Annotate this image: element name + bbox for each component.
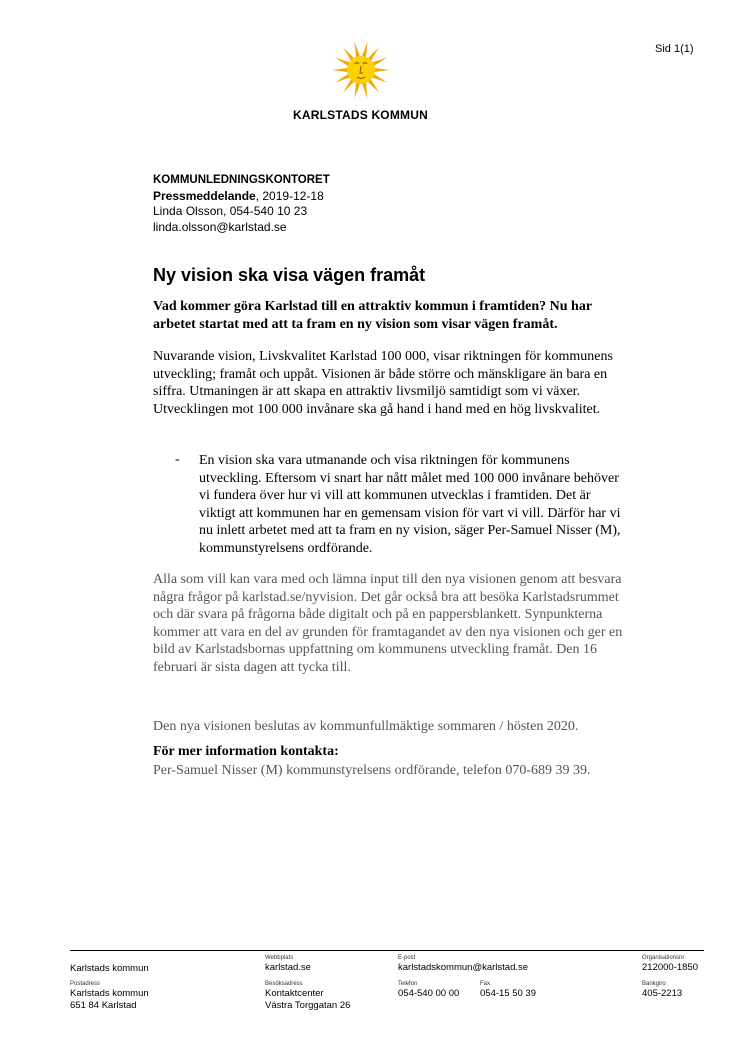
paragraph-1: Nuvarande vision, Livskvalitet Karlstad 100 000, visar riktningen för kommunens utveckling; framåt och uppåt. Visionen är både större och mänskligare än bara en siffra. Utmaningen är att skapa en attraktiv livsmiljö samtidigt som vi växer. Utvecklingen mot 100 000 invånare ska gå hand i hand med en hög livskvalitet. (153, 349, 613, 417)
lead-paragraph: Vad kommer göra Karlstad till en attraktiv kommun i framtiden? Nu har arbetet startat med att ta fram en ny vision som visar vägen framåt. (153, 299, 592, 332)
footer-fax: Fax 054-15 50 39 (480, 981, 536, 999)
contact-email: linda.olsson@karlstad.se (153, 219, 287, 234)
footer-postal: Postadress Karlstads kommun 651 84 Karlstad (70, 981, 149, 1011)
page-number: Sid 1(1) (655, 43, 694, 55)
footer-name: Karlstads kommun (70, 963, 149, 974)
headline: Ny vision ska visa vägen framåt (153, 265, 426, 285)
paragraph-3: Den nya visionen beslutas av kommunfullmäktige sommaren / hösten 2020. (153, 719, 579, 734)
contact-text: Per-Samuel Nisser (M) kommunstyrelsens ordförande, telefon 070-689 39 39. (153, 763, 591, 778)
quote-paragraph: En vision ska vara utmanande och visa riktningen för kommunens utveckling. Eftersom vi snart har nått målet med 100 000 invånare behöver vi fundera över hur vi vill att kommunen utvecklas i framtiden. Det är viktigt att kommunen har en gemensam vision för vart vi vill. Därför har vi nu inlett arbetet med att ta fram en ny vision, säger Per-Samuel Nisser (M), kommunstyrelsens ordförande. (199, 453, 621, 556)
contact-line: Linda Olsson, 054-540 10 23 (153, 204, 308, 218)
footer-visit: Besöksadress Kontaktcenter Västra Torggatan 26 (265, 981, 351, 1011)
sender-block (153, 173, 330, 235)
doc-date: , 2019-12-18 (255, 188, 324, 203)
sun-logo-icon (331, 40, 391, 100)
department: KOMMUNLEDNINGSKONTORET (153, 174, 330, 186)
contact-heading: För mer information kontakta: (153, 744, 339, 759)
footer-email: E-post karlstadskommun@karlstad.se (398, 955, 529, 973)
paragraph-2: Alla som vill kan vara med och lämna input till den nya visionen genom att besvara några frågor på karlstad.se/nyvision. Det går också bra att besöka Karlstadsrummet och där svara på frågorna både digitalt och på en pappersblankett. Synpunkterna kommer att vara en del av grunden för framtagandet av den nya visionen och ger en bild av Karlstadsbornas uppfattning om kommunens utveckling framåt. Den 16 februari är sista dagen att tycka till. (153, 572, 623, 675)
org-name: KARLSTADS KOMMUN (293, 108, 428, 122)
quote-bullet: - (175, 452, 180, 467)
doc-type: Pressmeddelande (153, 188, 256, 203)
footer-divider (70, 950, 704, 951)
footer-phone: Telefon 054-540 00 00 (398, 981, 460, 999)
doc-type-line (153, 189, 330, 205)
footer-orgnr: Organisationsnr 212000-1850 (642, 955, 698, 973)
footer-web: Webbplats karlstad.se (265, 955, 311, 973)
footer-bankgiro: Bankgiro 405-2213 (642, 981, 683, 999)
